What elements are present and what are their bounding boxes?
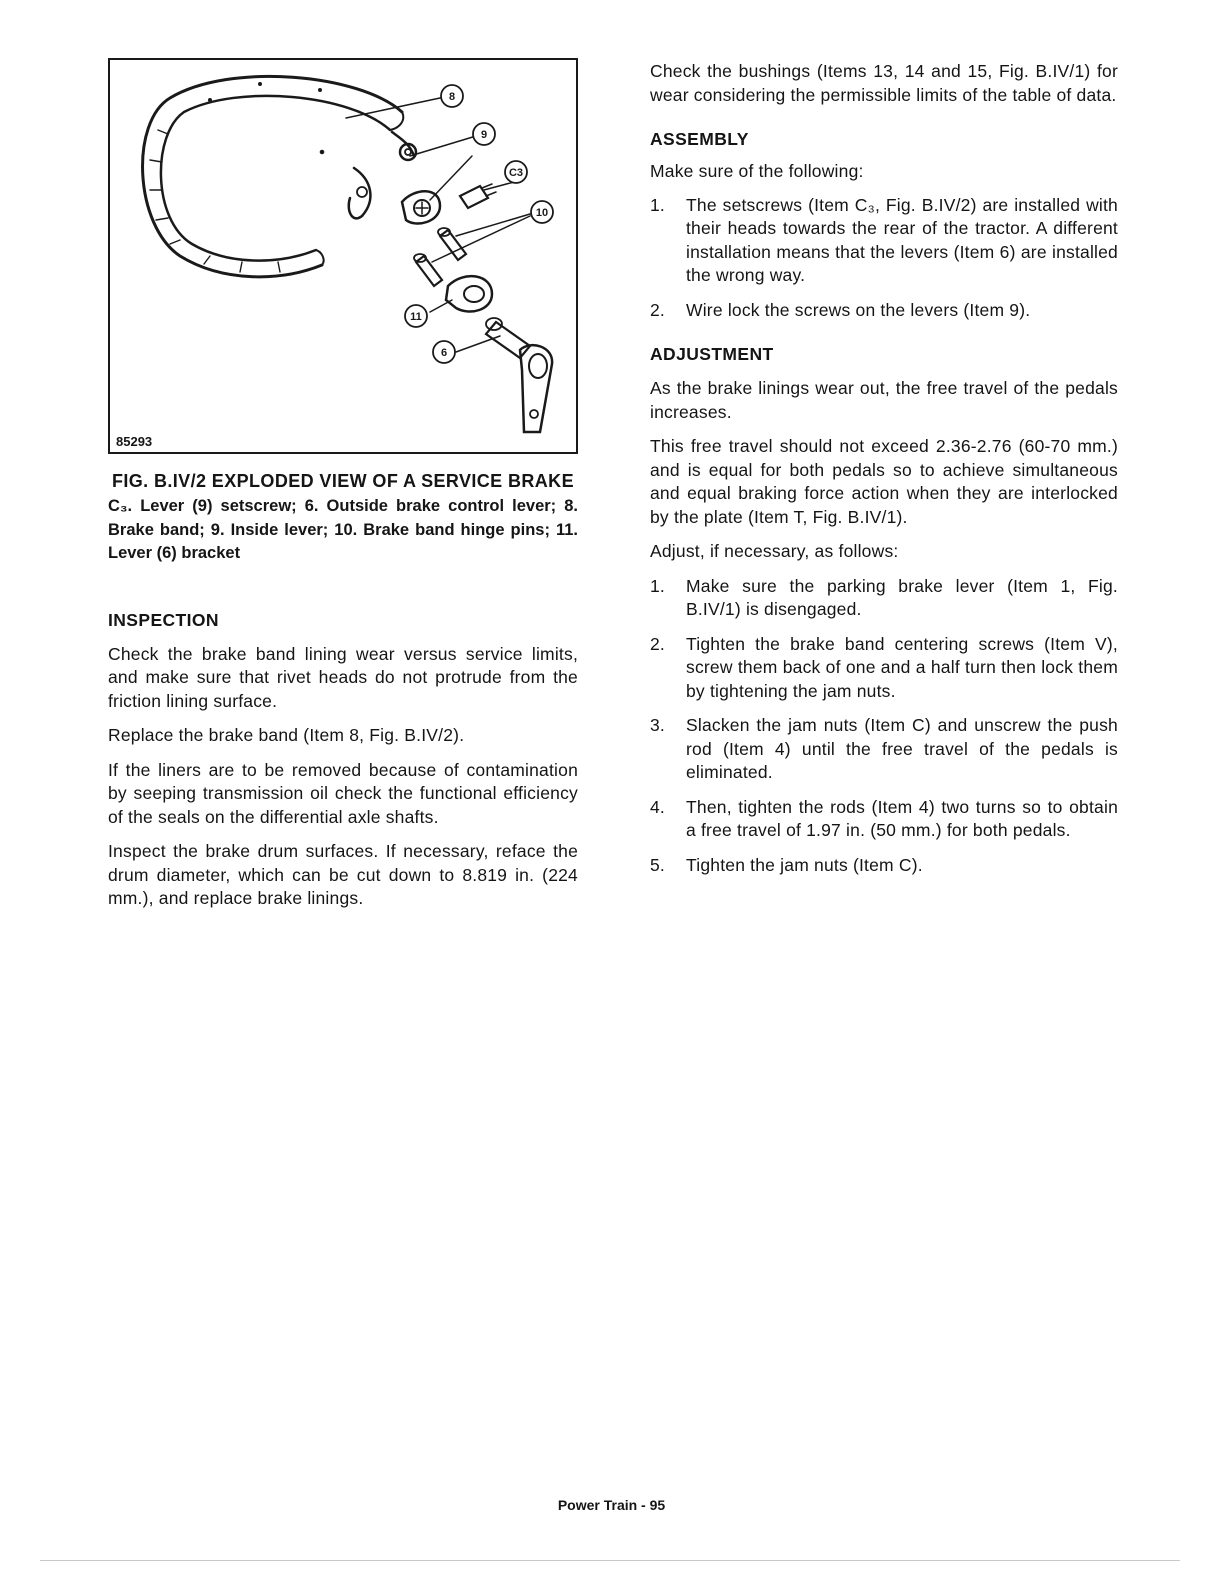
- figure-number: 85293: [116, 434, 153, 449]
- brake-assembly-illustration: [110, 60, 576, 452]
- adjustment-heading: ADJUSTMENT: [650, 344, 774, 364]
- inspection-heading: INSPECTION: [108, 609, 219, 630]
- callout-6: 6: [440, 347, 448, 359]
- adjustment-paragraph: This free travel should not exceed 2.36-2.76 (60-70 mm.) and is equal for both pedals so to achieve simultaneous and equal braking force action when they are interlocked by the plate (Item T, Fig. B.IV/1).: [650, 436, 1118, 527]
- step-text: Then, tighten the rods (Item 4) two turns so to obtain a free travel of 1.97 in. (50 mm.) for both pedals.: [686, 796, 1118, 840]
- adjustment-paragraph: As the brake linings wear out, the free travel of the pedals increases.: [650, 378, 1118, 422]
- step-text: Slacken the jam nuts (Item C) and unscrew the push rod (Item 4) until the free travel of the pedals is eliminated.: [686, 715, 1118, 782]
- assembly-heading: ASSEMBLY: [650, 129, 749, 149]
- adjustment-step: [650, 714, 1118, 785]
- step-number: 1.: [650, 194, 665, 215]
- step-text: Wire lock the screws on the levers (Item 9).: [686, 299, 1031, 320]
- adjustment-step: [650, 633, 1118, 704]
- callout-8: 8: [448, 91, 456, 103]
- assembly-step: [650, 299, 1118, 323]
- step-number: 2.: [650, 299, 665, 320]
- bushings-paragraph: Check the bushings (Items 13, 14 and 15, Fig. B.IV/1) for wear considering the permissible limits of the table of data.: [650, 61, 1118, 105]
- callout-9: 9: [480, 129, 488, 141]
- inspection-paragraph: If the liners are to be removed because of contamination by seeping transmission oil check the functional efficiency of the seals on the differential axle shafts.: [108, 759, 578, 827]
- assembly-steps: [650, 194, 1118, 323]
- adjustment-paragraph: Adjust, if necessary, as follows:: [650, 541, 899, 561]
- figure-caption-title: FIG. B.IV/2 EXPLODED VIEW OF A SERVICE BRAKE: [111, 471, 574, 491]
- step-number: 2.: [650, 633, 665, 654]
- step-number: 3.: [650, 715, 665, 735]
- inspection-paragraph: Inspect the brake drum surfaces. If necessary, reface the drum diameter, which can be cut down to 8.819 in. (224 mm.), and replace brake linings.: [108, 841, 578, 908]
- adjustment-steps: [650, 575, 1118, 878]
- inspection-paragraph: Replace the brake band (Item 8, Fig. B.IV/2).: [108, 725, 465, 745]
- figure-caption-legend: C₃. Lever (9) setscrew; 6. Outside brake control lever; 8. Brake band; 9. Inside lever; 10. Brake band hinge pins; 11. Lever (6) bracket: [108, 497, 578, 562]
- adjustment-step: [650, 796, 1118, 843]
- assembly-intro: Make sure of the following:: [650, 161, 864, 181]
- adjustment-step: [650, 854, 1118, 878]
- left-column: [108, 58, 578, 911]
- step-number: 1.: [650, 575, 665, 596]
- step-text: The setscrews (Item C₃, Fig. B.IV/2) are installed with their heads towards the rear of the tractor. A different installation means that the levers (Item 6) are installed the wrong way.: [686, 194, 1118, 285]
- figure-exploded-brake: [108, 58, 578, 454]
- callout-10: 10: [535, 207, 549, 219]
- step-text: Make sure the parking brake lever (Item 1, Fig. B.IV/1) is disengaged.: [686, 575, 1118, 619]
- step-number: 5.: [650, 854, 665, 875]
- inspection-paragraph: Check the brake band lining wear versus service limits, and make sure that rivet heads do not protrude from the friction lining surface.: [108, 643, 578, 711]
- step-text: Tighten the brake band centering screws (Item V), screw them back of one and a half turn then lock them by tightening the jam nuts.: [686, 633, 1118, 701]
- adjustment-step: [650, 575, 1118, 622]
- page-footer: Power Train - 95: [557, 1497, 666, 1513]
- callout-11: 11: [410, 311, 422, 323]
- right-column: [650, 58, 1118, 877]
- step-text: Tighten the jam nuts (Item C).: [686, 854, 923, 875]
- callout-c3: C3: [508, 167, 524, 179]
- assembly-step: [650, 194, 1118, 288]
- step-number: 4.: [650, 796, 665, 817]
- bottom-divider: [40, 1560, 1180, 1561]
